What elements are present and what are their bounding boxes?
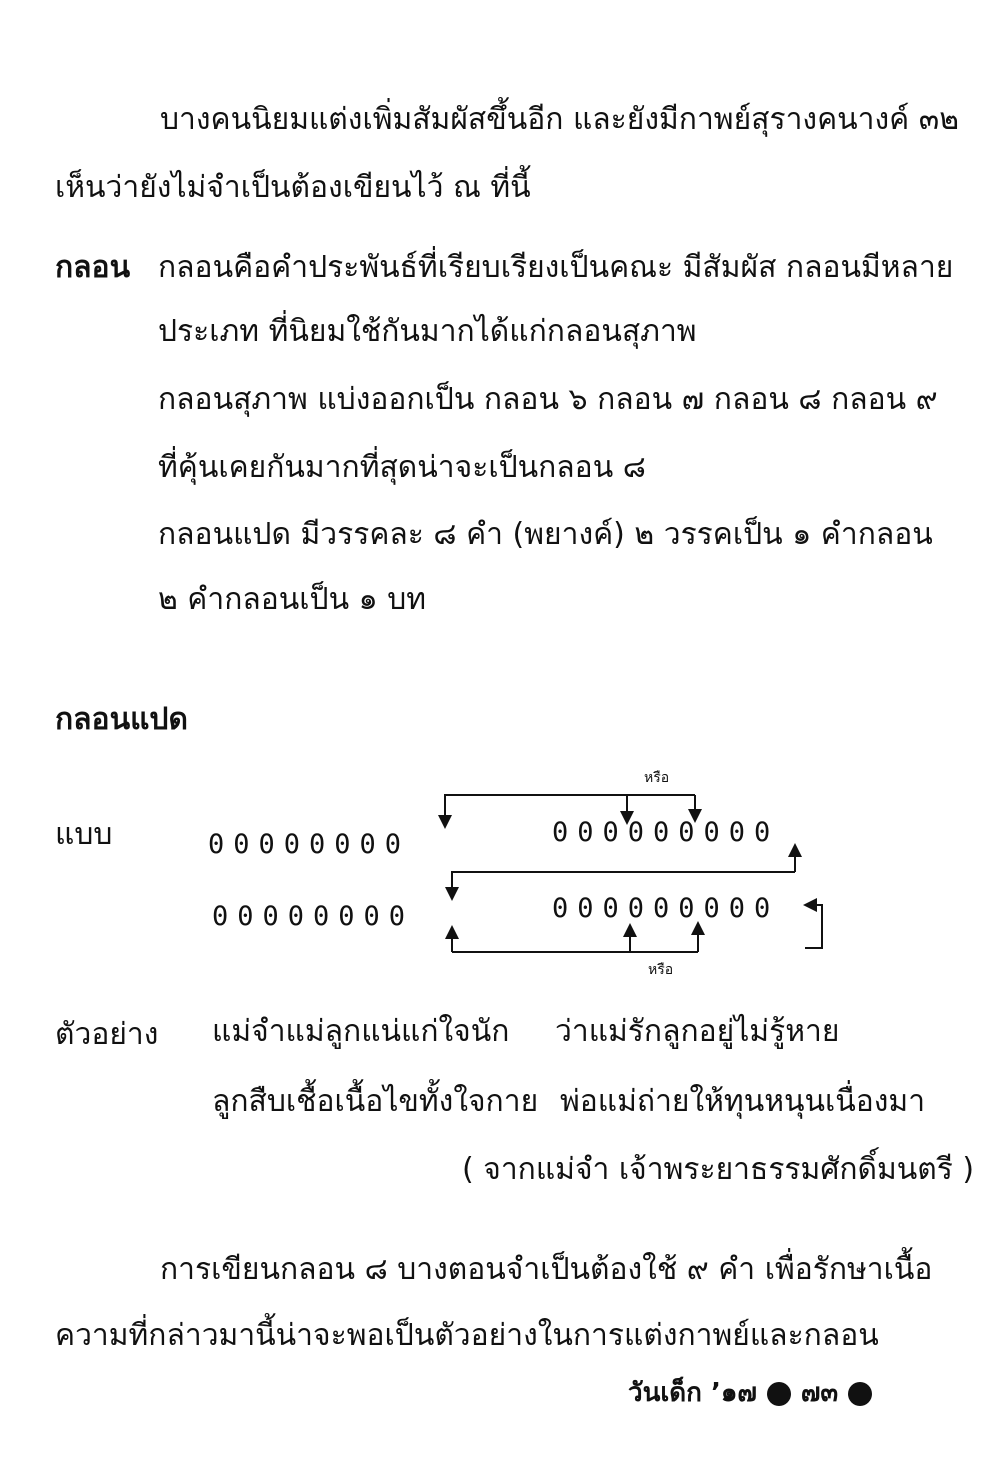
- section-heading: กลอนแปด: [55, 702, 188, 737]
- pattern-row-1-right: 000000000: [552, 817, 780, 848]
- verse-2b: พ่อแม่ถ่ายให้ทุนหนุนเนื่องมา: [560, 1084, 926, 1119]
- klon-def-5: กลอนแปด มีวรรคละ ๘ คำ (พยางค์) ๒ วรรคเป็น ๑ คำกลอน: [158, 517, 933, 552]
- intro-line-2: เห็นว่ายังไม่จำเป็นต้องเขียนไว้ ณ ที่นี้: [55, 170, 531, 205]
- arrow-row1-to-row2: [452, 872, 795, 894]
- closing-line-1: การเขียนกลอน ๘ บางตอนจำเป็นต้องใช้ ๙ คำ เพื่อรักษาเนื้อ: [160, 1252, 933, 1287]
- klon-def-2: ประเภท ที่นิยมใช้กันมากได้แก่กลอนสุภาพ: [158, 314, 697, 349]
- footer-page-number: ๗๓: [800, 1378, 839, 1408]
- example-label: ตัวอย่าง: [55, 1017, 159, 1052]
- klon-def-3: กลอนสุภาพ แบ่งออกเป็น กลอน ๖ กลอน ๗ กลอน ๘ กลอน ๙: [158, 382, 938, 417]
- verse-1a: แม่จำแม่ลูกแน่แก่ใจนัก: [212, 1014, 510, 1049]
- klon-term: กลอน: [55, 250, 131, 285]
- pattern-row-2-left: 00000000: [212, 901, 415, 932]
- bullet-icon: [848, 1382, 872, 1406]
- page-footer: [628, 1376, 882, 1410]
- klon-def-6: ๒ คำกลอนเป็น ๑ บท: [158, 582, 427, 617]
- arrow-right-hook: [805, 905, 822, 948]
- pattern-row-1-left: 00000000: [208, 829, 411, 860]
- footer-issue: วันเด็ก ’๑๗: [628, 1378, 757, 1408]
- klon-def-4: ที่คุ้นเคยกันมากที่สุดน่าจะเป็นกลอน ๘: [158, 450, 646, 485]
- intro-line-1: บางคนนิยมแต่งเพิ่มสัมผัสขึ้นอีก และยังมีกาพย์สุรางคนางค์ ๓๒: [160, 102, 960, 137]
- pattern-label: แบบ: [55, 817, 113, 852]
- verse-2a: ลูกสืบเชื้อเนื้อไขทั้งใจกาย: [212, 1084, 539, 1119]
- arrow-top-to-left-end: [445, 795, 695, 822]
- pattern-row-2-right: 000000000: [552, 893, 780, 924]
- bullet-icon: [767, 1382, 791, 1406]
- or-label-top: หรือ: [644, 770, 670, 786]
- closing-line-2: ความที่กล่าวมานี้น่าจะพอเป็นตัวอย่างในการแต่งกาพย์และกลอน: [55, 1318, 879, 1353]
- verse-1b: ว่าแม่รักลูกอยู่ไม่รู้หาย: [555, 1014, 840, 1049]
- or-label-bottom: หรือ: [648, 962, 674, 978]
- example-source: ( จากแม่จำ เจ้าพระยาธรรมศักดิ์มนตรี ): [462, 1152, 975, 1187]
- klon-def-1: กลอนคือคำประพันธ์ที่เรียบเรียงเป็นคณะ มีสัมผัส กลอนมีหลาย: [158, 250, 954, 285]
